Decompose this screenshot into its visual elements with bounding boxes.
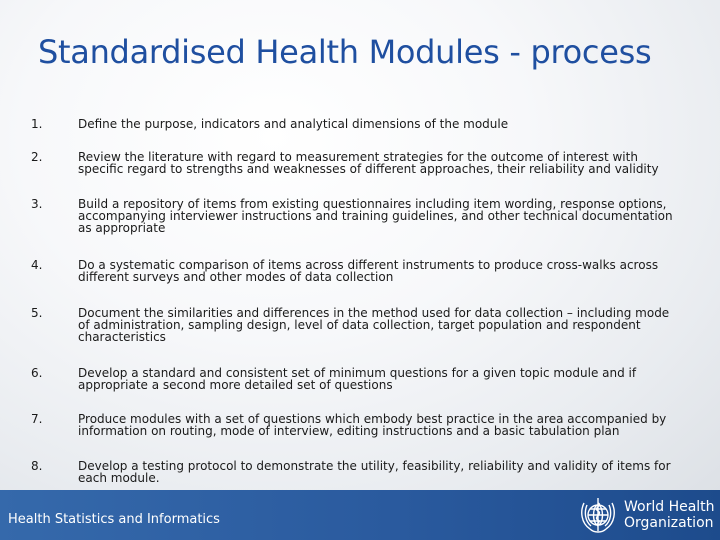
step-number: 4. <box>31 258 43 272</box>
step-number: 7. <box>31 412 43 426</box>
step-text: Develop a testing protocol to demonstrate the utility, feasibility, reliability and validity of items for each module. <box>78 459 671 485</box>
step-text: Do a systematic comparison of items across different instruments to produce cross-walks across different surveys and other modes of data collection <box>78 258 659 284</box>
step-text: Review the literature with regard to measurement strategies for the outcome of interest with specific regard to strengths and weaknesses of different approaches, their reliability and validity <box>78 150 659 176</box>
organization-name <box>624 499 720 531</box>
organization-name-line-2: Organization <box>624 515 714 531</box>
step-text: Define the purpose, indicators and analytical dimensions of the module <box>78 117 509 131</box>
step-number: 6. <box>31 366 43 380</box>
step-number: 2. <box>31 150 43 164</box>
step-text: Build a repository of items from existing questionnaires including item wording, response options, accompanying interviewer instructions and training guidelines, and other technical documentation as appropriate <box>78 197 673 235</box>
step-text: Produce modules with a set of questions which embody best practice in the area accompanied by information on routing, mode of interview, editing instructions and a basic tabulation plan <box>78 412 667 438</box>
step-number: 5. <box>31 306 43 320</box>
step-number: 3. <box>31 197 43 211</box>
organization-name-line-1: World Health <box>624 499 715 515</box>
step-text: Develop a standard and consistent set of minimum questions for a given topic module and if appropriate a second more detailed set of questions <box>78 366 637 392</box>
step-number: 8. <box>31 459 43 473</box>
who-emblem-icon <box>575 495 621 537</box>
step-text: Document the similarities and differences in the method used for data collection – including mode of administration, sampling design, level of data collection, target population and respondent characteristics <box>78 306 670 344</box>
department-name: Health Statistics and Informatics <box>8 512 220 527</box>
slide-title: Standardised Health Modules - process <box>38 33 652 71</box>
step-number: 1. <box>31 117 43 131</box>
